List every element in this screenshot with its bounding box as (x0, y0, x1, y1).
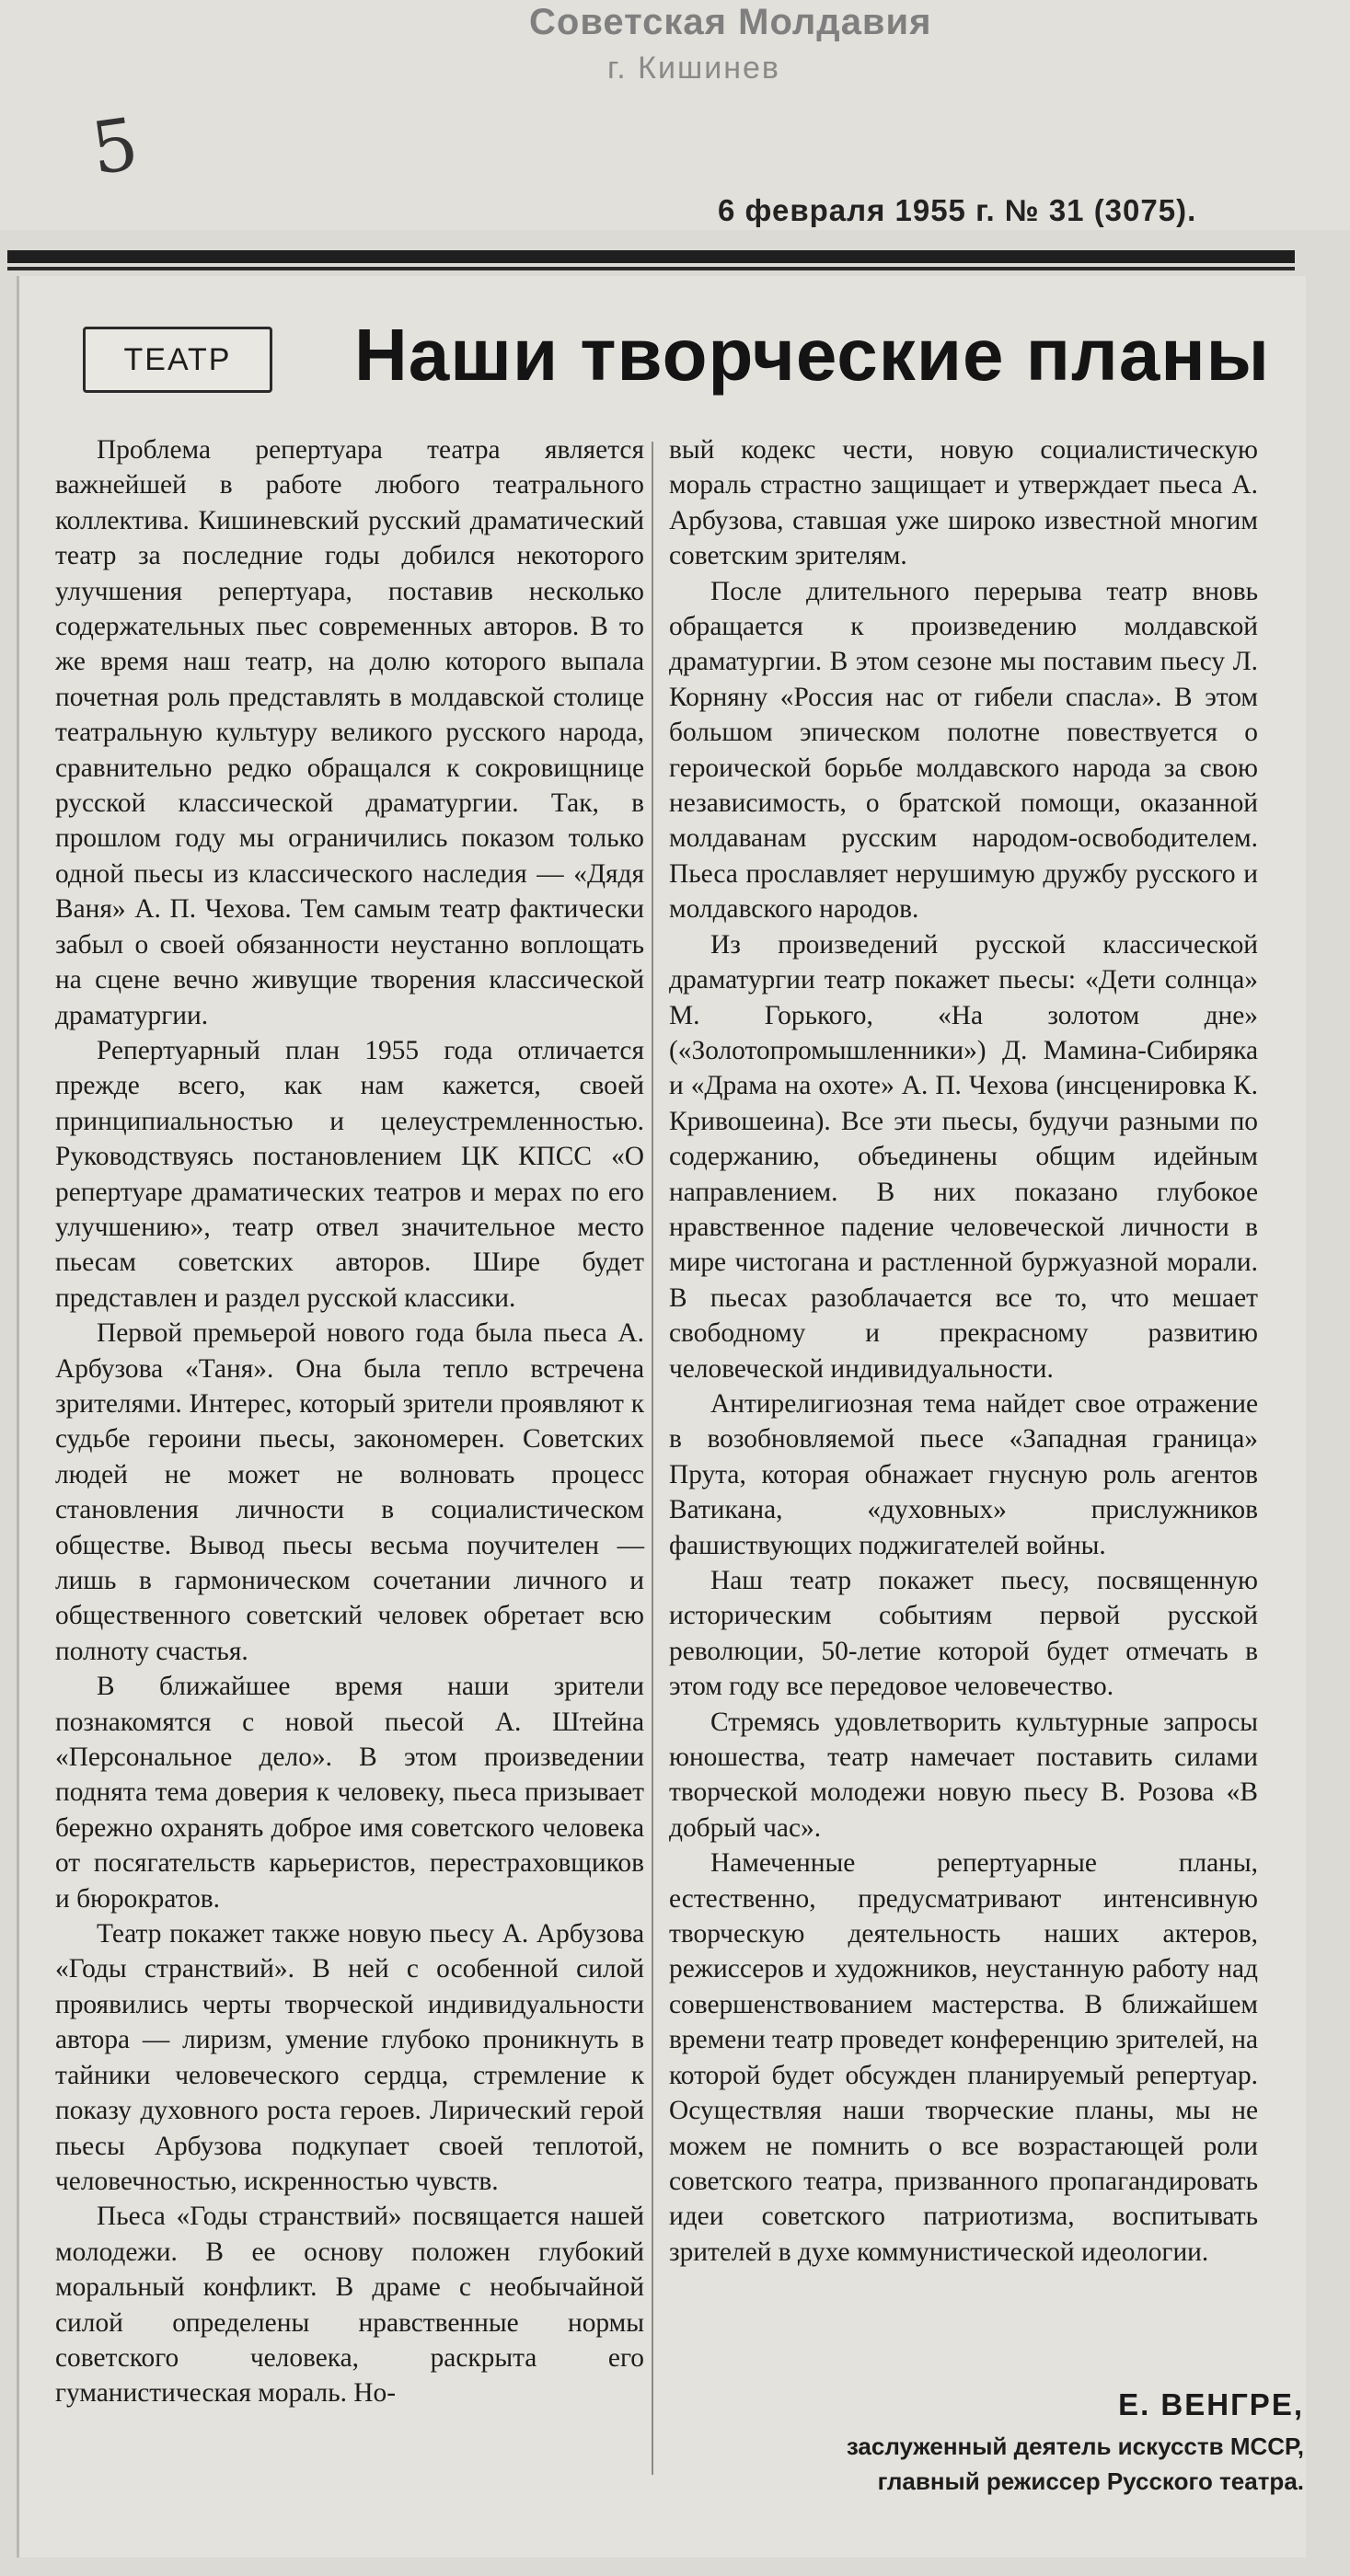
paragraph: вый кодекс чести, новую социалистическую мораль страстно защищает и утверждает пьеса А. Арбузова, ставшая уже широко известной многим советским зрителям. (669, 435, 1258, 571)
author-title-line: заслуженный деятель искусств МССР, (846, 2432, 1304, 2460)
paragraph: Проблема репертуара театра является важнейшей в работе любого театрального коллектива. Кишиневский русский драматический театр за последние годы добился некоторого улучшения репертуара, поставив несколько содержательных пьес современных авторов. В то же время наш театр, на долю которого выпала почетная роль представлять в молдавской столице театральную культуру великого русского народа, сравнительно редко обращался к сокровищнице русской классической драматургии. Так, в прошлом году мы ограничились показом только одной пьесы из классического наследия — «Дядя Ваня» А. П. Чехова. Тем самым театр фактически забыл о своей обязанности неустанно воплощать на сцене вечно живущие творения классической драматургии. (55, 435, 644, 1030)
paragraph: После длительного перерыва театр вновь обращается к произведению молдавской драматургии. В этом сезоне мы поставим пьесу Л. Корняну «Россия нас от гибели спасла». В этом большом эпическом полотне повествуется о героической борьбе молдавского народа за свою независимость, о братской помощи, оказанной молдаванам русским народом-освободителем. Пьеса прославляет нерушимую дружбу русского и молдавского народов. (669, 576, 1258, 925)
article-title: Наши творческие планы (354, 314, 1270, 396)
author-signature: Е. ВЕНГРЕ, (1118, 2387, 1304, 2421)
paragraph: Стремясь удовлетворить культурные запросы юношества, театр намечает поставить силами творческой молодежи новую пьесу В. Розова «В добрый час». (669, 1707, 1258, 1843)
city-stamp: г. Кишинев (607, 51, 780, 86)
paragraph: Намеченные репертуарные планы, естественно, предусматривают интенсивную творческую деятельность наших актеров, режиссеров и художников, неустанную работу над совершенствованием мастерства. В ближайшем времени театр проведет конференцию зрителей, на которой будет обсужден планируемый репертуар. Осуществляя наши творческие планы, мы не можем не помнить о все возрастающей роли советского театра, призванного пропагандировать идеи советского патриотизма, воспитывать зрителей в духе коммунистической идеологии. (669, 1848, 1258, 2267)
author-role-line: главный режиссер Русского театра. (877, 2467, 1304, 2495)
paragraph: Театр покажет также новую пьесу А. Арбузова «Годы странствий». В ней с особенной силой проявились черты творческой индивидуальности автора — лиризм, умение глубоко проникнуть в тайники человеческого сердца, стремление к показу духовного роста героев. Лирический герой пьесы Арбузова подкупает своей теплотой, человечностью, искренностью чувств. (55, 1919, 644, 2196)
paragraph: Первой премьерой нового года была пьеса А. Арбузова «Таня». Она была тепло встречена зрителями. Интерес, который зрители проявляют к судьбе героини пьесы, закономерен. Советских людей не может не волновать процесс становления личности в социалистическом обществе. Вывод пьесы весьма поучителен — лишь в гармоническом сочетании личного и общественного советский человек обретает всю полноту счастья. (55, 1318, 644, 1666)
article-column-left (55, 432, 644, 2411)
top-rule-thin (7, 267, 1295, 270)
newspaper-name-stamp: Советская Молдавия (529, 2, 932, 42)
paragraph: Репертуарный план 1955 года отличается прежде всего, как нам кажется, своей принципиальностью и целеустремленностью. Руководствуясь постановлением ЦК КПСС «О репертуаре драматических театров и мерах по его улучшению», театр отвел значительное место пьесам советских авторов. Шире будет представлен и раздел русской классики. (55, 1035, 644, 1313)
paragraph: В ближайшее время наши зрители познакомятся с новой пьесой А. Штейна «Персональное дело». В этом произведении поднята тема доверия к человеку, пьеса призывает бережно охранять доброе имя советского человека от посягательств карьеристов, перестраховщиков и бюрократов. (55, 1672, 644, 1914)
article-column-right (669, 432, 1258, 2270)
paragraph: Из произведений русской классической драматургии театр покажет пьесы: «Дети солнца» М. Горького, «На золотом дне» («Золотопромышленники») Д. Мамина-Сибиряка и «Драма на охоте» А. П. Чехова (инсценировка К. Кривошеина). Все эти пьесы, будучи разными по содержанию, объединены общим идейным направлением. В них показано глубокое нравственное падение человеческой личности в мире чистогана и растленной буржуазной морали. В пьесах разоблачается все то, что мешает свободному и прекрасному развитию человеческой индивидуальности. (669, 929, 1258, 1384)
issue-dateline: 6 февраля 1955 г. № 31 (3075). (718, 193, 1197, 227)
top-rule (7, 250, 1295, 263)
column-divider (652, 442, 653, 2475)
handwritten-number: 5 (86, 102, 144, 192)
archive-header (0, 0, 1350, 230)
author-credentials (641, 2429, 1304, 2499)
paragraph: Пьеса «Годы странствий» посвящается нашей молодежи. В ее основу положен глубокий моральный конфликт. В драме с необычайной силой определены нравственные нормы советского человека, раскрыта его гуманистическая мораль. Но- (55, 2202, 644, 2409)
paragraph: Наш театр покажет пьесу, посвященную историческим событиям первой русской революции, 50-летие которой будет отмечать в этом году все передовое человечество. (669, 1566, 1258, 1702)
section-rubric: ТЕАТР (83, 327, 272, 393)
paragraph: Антирелигиозная тема найдет свое отражение в возобновляемой пьесе «Западная граница» Прута, которая обнажает гнусную роль агентов Ватикана, «духовных» прислужников фашиствующих поджигателей войны. (669, 1388, 1258, 1560)
